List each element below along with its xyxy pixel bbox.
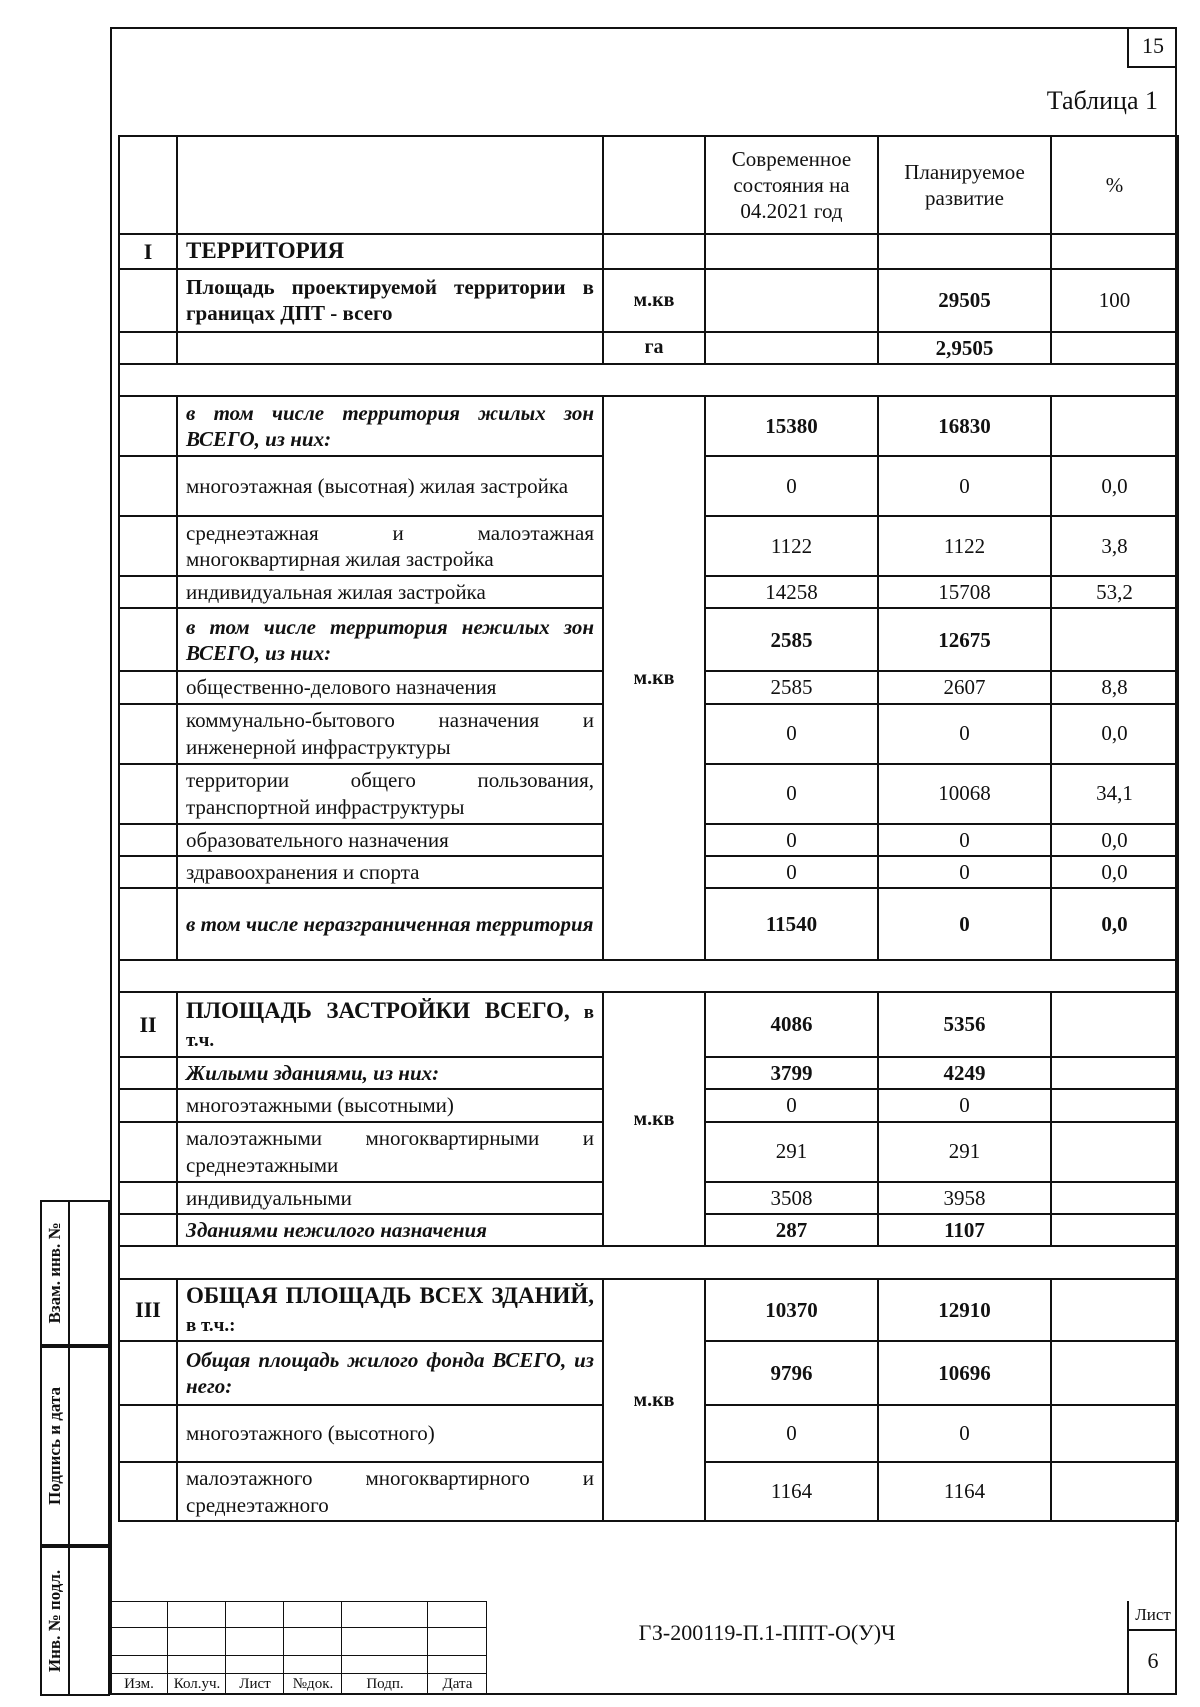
section-row — [119, 992, 1178, 1057]
row-unit: га — [603, 332, 705, 364]
sheet-number: 6 — [1147, 1648, 1159, 1673]
row-current: 11540 — [705, 888, 878, 960]
row-planned: 12910 — [878, 1279, 1051, 1341]
row-percent: 0,0 — [1051, 824, 1178, 856]
row-percent: 53,2 — [1051, 576, 1178, 608]
row-current: 4086 — [705, 992, 878, 1057]
row-current: 3508 — [705, 1182, 878, 1214]
row-unit: м.кв — [603, 269, 705, 332]
row-planned: 2,9505 — [878, 332, 1051, 364]
row-label: территории общего пользования, транспортной инфраструктуры — [177, 764, 603, 824]
separator-row — [119, 960, 1178, 992]
row-percent — [1051, 396, 1178, 456]
table-row — [119, 332, 1178, 364]
row-label: индивидуальная жилая застройка — [177, 576, 603, 608]
section-title: ОБЩАЯ ПЛОЩАДЬ ВСЕХ ЗДАНИЙ, в т.ч.: — [177, 1279, 603, 1341]
row-current: 3799 — [705, 1057, 878, 1089]
row-label: среднеэтажная и малоэтажная многоквартирная жилая застройка — [177, 516, 603, 576]
row-label: Жилыми зданиями, из них: — [177, 1057, 603, 1089]
row-percent: 0,0 — [1051, 456, 1178, 516]
row-current: 0 — [705, 1405, 878, 1462]
section-title: ПЛОЩАДЬ ЗАСТРОЙКИ ВСЕГО, в т.ч. — [177, 992, 603, 1057]
row-planned: 4249 — [878, 1057, 1051, 1089]
row-percent: 0,0 — [1051, 888, 1178, 960]
row-planned: 16830 — [878, 396, 1051, 456]
row-planned: 0 — [878, 1405, 1051, 1462]
row-label: коммунально-бытового назначения и инженерной инфраструктуры — [177, 704, 603, 764]
document-code: ГЗ-200119-П.1-ППТ-О(У)Ч — [638, 1620, 896, 1645]
row-label: в том числе территория жилых зон ВСЕГО, из них: — [177, 396, 603, 456]
row-current: 0 — [705, 456, 878, 516]
row-planned: 0 — [878, 824, 1051, 856]
stamp-inv-orig: Инв. № подл. — [40, 1546, 110, 1696]
row-planned: 2607 — [878, 671, 1051, 703]
row-percent: 100 — [1051, 269, 1178, 332]
row-planned: 12675 — [878, 608, 1051, 671]
section-number: I — [119, 234, 177, 269]
table-row — [119, 269, 1178, 332]
row-planned: 3958 — [878, 1182, 1051, 1214]
row-planned: 1107 — [878, 1214, 1051, 1246]
row-label: в том числе территория нежилых зон ВСЕГО, из них: — [177, 608, 603, 671]
tb-label-ndok: №док. — [292, 1676, 334, 1692]
row-label: многоэтажная (высотная) жилая застройка — [177, 456, 603, 516]
separator-row — [119, 364, 1178, 396]
row-current: 1122 — [705, 516, 878, 576]
row-percent: 0,0 — [1051, 856, 1178, 888]
table-caption: Таблица 1 — [1046, 86, 1158, 115]
row-planned: 15708 — [878, 576, 1051, 608]
row-planned: 10068 — [878, 764, 1051, 824]
tb-label-list: Лист — [239, 1676, 271, 1692]
row-label: малоэтажными многоквартирными и среднеэтажными — [177, 1122, 603, 1182]
sheet-label: Лист — [1129, 1601, 1177, 1631]
row-label: здравоохранения и спорта — [177, 856, 603, 888]
row-current: 0 — [705, 704, 878, 764]
row-planned: 0 — [878, 456, 1051, 516]
row-planned: 5356 — [878, 992, 1051, 1057]
row-percent: 3,8 — [1051, 516, 1178, 576]
row-current: 9796 — [705, 1341, 878, 1405]
row-unit: м.кв — [603, 396, 705, 960]
section-number: II — [119, 992, 177, 1057]
row-planned: 0 — [878, 856, 1051, 888]
separator-row — [119, 1246, 1178, 1279]
row-current: 10370 — [705, 1279, 878, 1341]
row-current: 0 — [705, 824, 878, 856]
header-planned: Планируемое развитие — [878, 136, 1051, 234]
sheet-box — [1127, 1601, 1177, 1695]
row-planned: 10696 — [878, 1341, 1051, 1405]
section-number: III — [119, 1279, 177, 1341]
section-title: ТЕРРИТОРИЯ — [177, 234, 603, 269]
row-planned: 291 — [878, 1122, 1051, 1182]
tb-label-kolych: Кол.уч. — [173, 1676, 221, 1692]
tb-label-podp: Подп. — [366, 1676, 404, 1692]
section-territory-row — [119, 234, 1178, 269]
data-table — [118, 135, 1179, 1522]
row-current: 2585 — [705, 671, 878, 703]
header-percent: % — [1051, 136, 1178, 234]
row-label: общественно-делового назначения — [177, 671, 603, 703]
row-label: в том числе неразграниченная территория — [177, 888, 603, 960]
row-current: 15380 — [705, 396, 878, 456]
page-number: 15 — [1127, 27, 1177, 68]
row-label: малоэтажного многоквартирного и среднеэтажного — [177, 1462, 603, 1521]
row-percent: 8,8 — [1051, 671, 1178, 703]
row-planned: 1164 — [878, 1462, 1051, 1521]
row-planned: 0 — [878, 888, 1051, 960]
row-current: 291 — [705, 1122, 878, 1182]
header-current: Современное состояния на 04.2021 год — [705, 136, 878, 234]
row-label: многоэтажного (высотного) — [177, 1405, 603, 1462]
row-planned: 0 — [878, 704, 1051, 764]
row-current: 2585 — [705, 608, 878, 671]
row-planned: 0 — [878, 1089, 1051, 1121]
row-percent — [1051, 608, 1178, 671]
row-current: 1164 — [705, 1462, 878, 1521]
tb-label-data: Дата — [442, 1676, 473, 1692]
stamp-sign-date: Подпись и дата — [40, 1346, 110, 1546]
row-percent: 0,0 — [1051, 704, 1178, 764]
row-current: 0 — [705, 764, 878, 824]
row-label: индивидуальными — [177, 1182, 603, 1214]
row-unit: м.кв — [603, 992, 705, 1246]
row-planned: 29505 — [878, 269, 1051, 332]
stamp-replace-inv: Взам. инв. № — [40, 1200, 110, 1346]
row-current: 0 — [705, 856, 878, 888]
row-percent: 34,1 — [1051, 764, 1178, 824]
row-current: 0 — [705, 1089, 878, 1121]
row-unit: м.кв — [603, 1279, 705, 1521]
row-current: 14258 — [705, 576, 878, 608]
row-label: многоэтажными (высотными) — [177, 1089, 603, 1121]
title-block — [110, 1601, 1177, 1695]
row-current: 287 — [705, 1214, 878, 1246]
row-label: Общая площадь жилого фонда ВСЕГО, из него: — [177, 1341, 603, 1405]
table-header-row — [119, 136, 1178, 234]
table-row — [119, 396, 1178, 456]
row-label: Площадь проектируемой территории в границах ДПТ - всего — [177, 269, 603, 332]
row-label: Зданиями нежилого назначения — [177, 1214, 603, 1246]
section-row — [119, 1279, 1178, 1341]
row-label: образовательного назначения — [177, 824, 603, 856]
row-planned: 1122 — [878, 516, 1051, 576]
tb-label-izm: Изм. — [124, 1676, 154, 1692]
